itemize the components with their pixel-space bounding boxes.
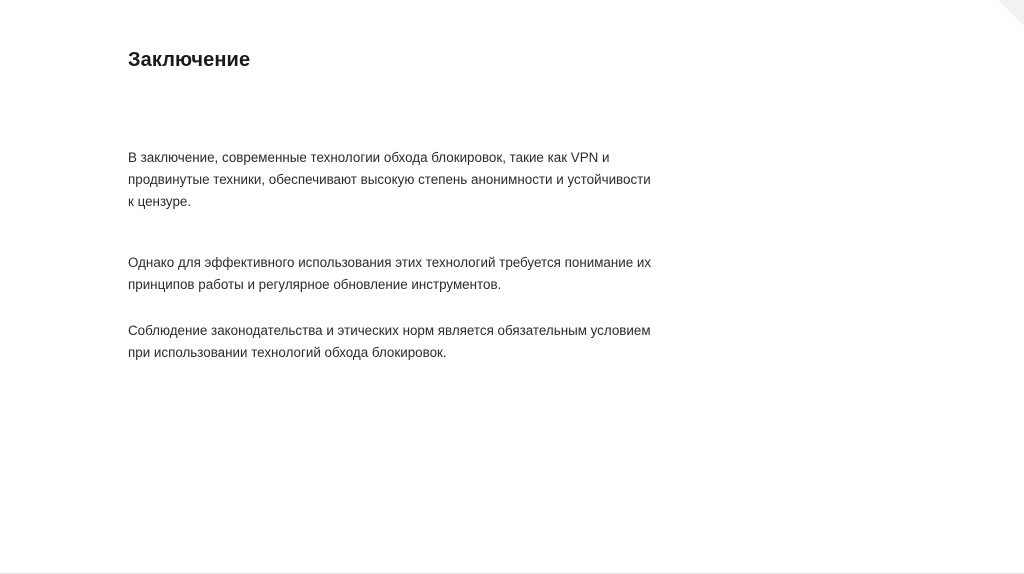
page-corner-shadow <box>998 0 1024 26</box>
slide-title: Заключение <box>128 49 251 71</box>
paragraph-line: к цензуре. <box>128 194 192 209</box>
paragraph-requirements <box>128 252 688 296</box>
paragraph-line: продвинутые техники, обеспечивают высокую степень анонимности и устойчивости <box>128 172 651 187</box>
paragraph-conclusion <box>128 147 688 213</box>
paragraph-line: В заключение, современные технологии обхода блокировок, такие как VPN и <box>128 150 610 165</box>
paragraph-line: при использовании технологий обхода блокировок. <box>128 345 447 360</box>
paragraph-compliance <box>128 320 688 364</box>
paragraph-line: Однако для эффективного использования этих технологий требуется понимание их <box>128 255 652 270</box>
paragraph-line: Соблюдение законодательства и этических норм является обязательным условием <box>128 323 651 338</box>
paragraph-line: принципов работы и регулярное обновление инструментов. <box>128 277 502 292</box>
